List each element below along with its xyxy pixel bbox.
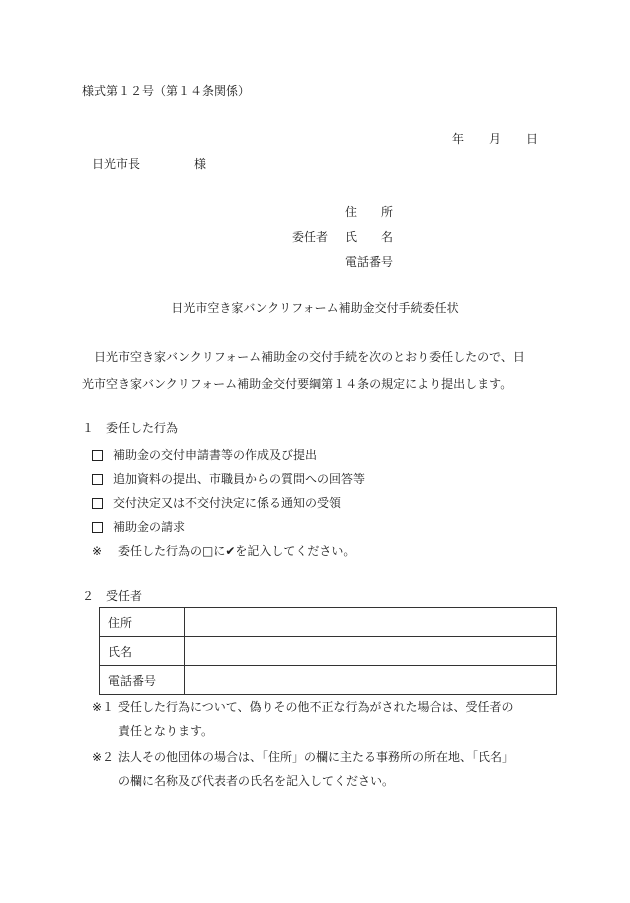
note-mark: ※	[92, 544, 103, 558]
note-2-line-2: の欄に名称及び代表者の氏名を記入してください。	[118, 774, 395, 788]
document-title: 日光市空き家バンクリフォーム補助金交付手続委任状	[171, 301, 459, 315]
table-row	[100, 637, 557, 666]
delegator-address-label: 住 所	[345, 205, 394, 219]
note-1-line-1: 受任した行為について、偽りその他不正な行為がされた場合は、受任者の	[118, 700, 514, 714]
delegator-role: 委任者	[292, 230, 329, 244]
note-2	[92, 745, 562, 793]
list-item[interactable]	[92, 491, 365, 515]
checkbox[interactable]	[92, 498, 103, 509]
checkbox[interactable]	[92, 474, 103, 485]
date-day: 日	[526, 132, 539, 146]
recipient-name-label: 氏名	[100, 637, 185, 666]
list-item-label: 補助金の交付申請書等の作成及び提出	[113, 448, 318, 462]
recipient-address-field[interactable]	[185, 608, 557, 637]
table-row	[100, 666, 557, 695]
note-1	[92, 695, 562, 743]
recipient-address-label: 住所	[100, 608, 185, 637]
addressee-name: 日光市長	[92, 157, 141, 171]
form-number: 様式第１２号（第１４条関係）	[82, 84, 251, 98]
list-item[interactable]	[92, 515, 365, 539]
list-item[interactable]	[92, 467, 365, 491]
note-2-line-1: 法人その他団体の場合は、「住所」の欄に主たる事務所の所在地、「氏名」	[118, 750, 515, 764]
note-text: 委任した行為の□に✔を記入してください。	[118, 544, 356, 558]
date-month: 月	[489, 132, 502, 146]
table-row	[100, 608, 557, 637]
section1-heading: １ 委任した行為	[82, 421, 179, 435]
note-1-line-2: 責任となります。	[118, 724, 214, 738]
note-1-mark: ※１	[92, 700, 115, 714]
section1-note	[92, 539, 365, 563]
delegated-acts-list	[92, 443, 365, 563]
delegator-name-label: 氏 名	[345, 230, 394, 244]
section2-heading: ２ 受任者	[82, 589, 143, 603]
addressee-honorific: 様	[194, 157, 207, 171]
recipient-phone-field[interactable]	[185, 666, 557, 695]
recipient-phone-label: 電話番号	[100, 666, 185, 695]
list-item-label: 補助金の請求	[113, 520, 186, 534]
note-2-mark: ※２	[92, 750, 115, 764]
recipient-name-field[interactable]	[185, 637, 557, 666]
checkbox[interactable]	[92, 450, 103, 461]
date-year: 年	[452, 132, 465, 146]
intro-line-1: 日光市空き家バンクリフォーム補助金の交付手続を次のとおり委任したので、日	[94, 350, 525, 364]
list-item-label: 交付決定又は不交付決定に係る通知の受領	[113, 496, 342, 510]
intro-line-2: 光市空き家バンクリフォーム補助金交付要綱第１４条の規定により提出します。	[82, 377, 513, 391]
recipient-table	[99, 607, 557, 695]
intro-paragraph	[82, 344, 562, 398]
delegator-phone-label: 電話番号	[345, 255, 394, 269]
list-item-label: 追加資料の提出、市職員からの質問への回答等	[113, 472, 366, 486]
checkbox[interactable]	[92, 522, 103, 533]
list-item[interactable]	[92, 443, 365, 467]
